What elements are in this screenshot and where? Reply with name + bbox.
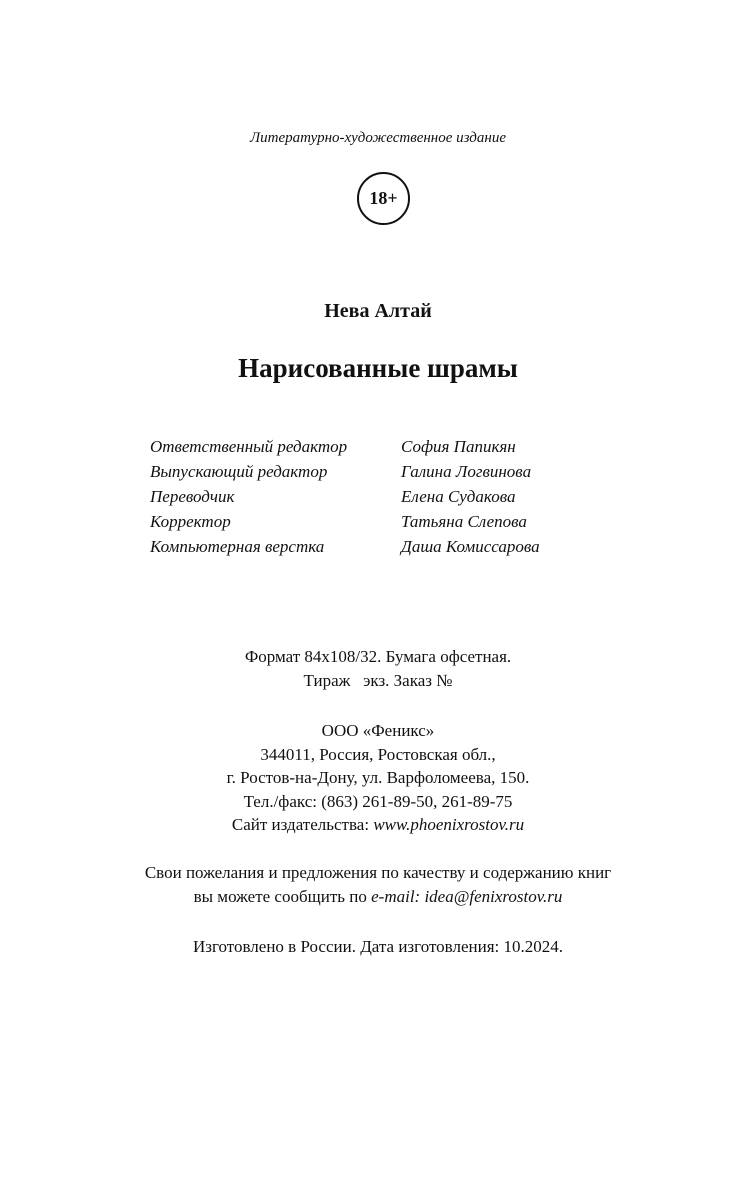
credit-person: София Папикян [401, 437, 516, 456]
credit-row [150, 537, 610, 562]
publisher-site [0, 813, 756, 837]
feedback-prefix: вы можете сообщить по [193, 886, 372, 906]
manufactured-line: Изготовлено в России. Дата изготовления: 10.2024. [192, 937, 563, 956]
email-link[interactable]: e-mail: idea@fenixrostov.ru [371, 886, 563, 906]
feedback-text: Свои пожелания и предложения по качеству и содержанию книг [144, 863, 612, 882]
format-block [0, 645, 756, 692]
credit-person: Даша Комиссарова [401, 537, 540, 556]
credit-person: Татьяна Слепова [401, 512, 527, 531]
credit-person: Галина Логвинова [401, 462, 532, 481]
publisher-address: 344011, Россия, Ростовская обл., [260, 744, 496, 764]
publisher-name: ООО «Феникс» [321, 721, 435, 740]
publisher-address: г. Ростов-на-Дону, ул. Варфоломеева, 150. [226, 768, 530, 787]
credit-role: Ответственный редактор [150, 437, 348, 456]
format-line: Формат 84x108/32. Бумага офсетная. [244, 647, 512, 666]
credit-row [150, 462, 610, 487]
credit-row [150, 437, 610, 462]
age-rating-text: 18+ [369, 188, 398, 208]
print-run-line: Тираж экз. Заказ № [303, 670, 453, 690]
credit-person: Елена Судакова [401, 487, 516, 506]
author-name: Нева Алтай [324, 300, 432, 322]
credit-role: Компьютерная верстка [150, 537, 325, 556]
publisher-phone: Тел./факс: (863) 261-89-50, 261-89-75 [243, 791, 513, 811]
feedback-contact [0, 885, 756, 909]
credits-list [150, 437, 610, 562]
credit-role: Корректор [150, 512, 231, 531]
genre-label: Литературно-художественное издание [250, 130, 506, 146]
book-title: Нарисованные шрамы [238, 353, 518, 383]
credit-row [150, 487, 610, 512]
feedback-block [0, 861, 756, 908]
site-url-link[interactable]: www.phoenixrostov.ru [373, 815, 525, 834]
credit-role: Выпускающий редактор [150, 462, 328, 481]
credit-row [150, 512, 610, 537]
publisher-block [0, 719, 756, 837]
age-rating-badge [357, 172, 410, 225]
credit-role: Переводчик [150, 487, 235, 506]
site-label: Сайт издательства: [231, 815, 374, 834]
